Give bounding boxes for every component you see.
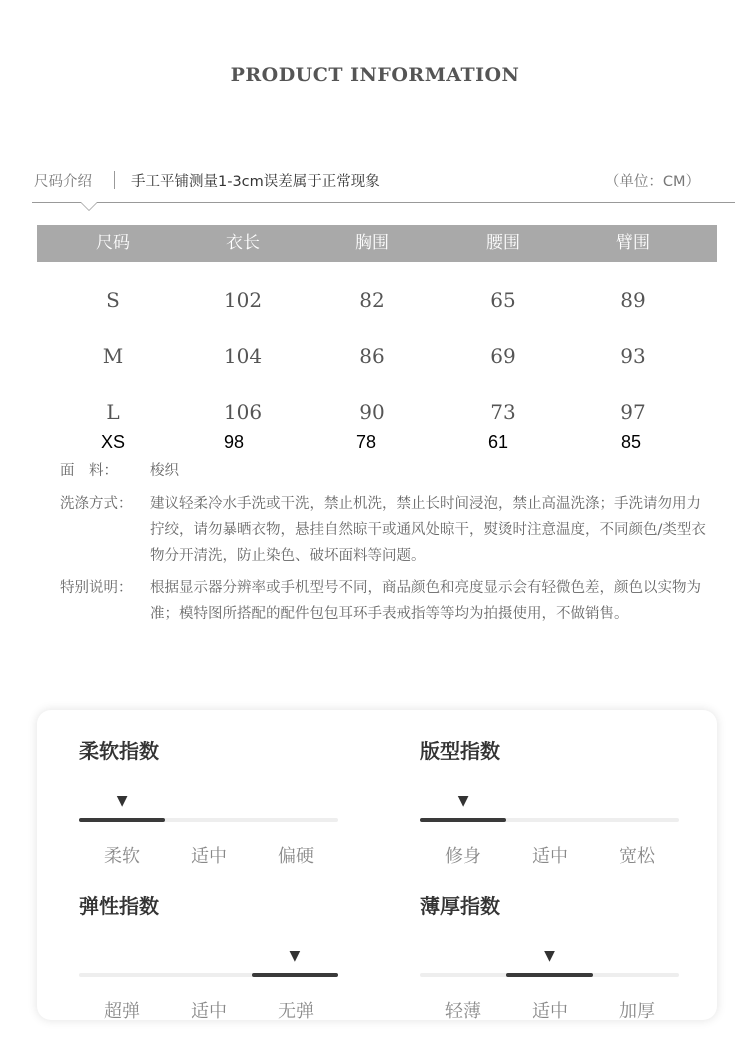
table-cell: 98 (223, 432, 245, 452)
fit-title: 版型指数 (420, 739, 500, 763)
size-intro-label: 尺码介绍 (34, 174, 92, 190)
table-cell: 73 (490, 400, 516, 424)
table-cell: 61 (487, 432, 509, 452)
thickness-index (420, 890, 680, 1020)
softness-index (79, 735, 339, 865)
index-option: 修身 (445, 846, 481, 867)
header-arm: 臂围 (616, 233, 650, 253)
index-option: 适中 (191, 846, 227, 867)
table-cell: 93 (620, 344, 646, 368)
table-cell: 85 (620, 432, 642, 452)
index-option: 适中 (191, 1001, 227, 1022)
size-table-header (37, 225, 717, 262)
table-cell: 89 (620, 288, 646, 312)
fabric-label: 面 料： (60, 463, 118, 479)
divider-line (32, 202, 735, 203)
index-option: 轻薄 (445, 1001, 481, 1022)
page-title: PRODUCT INFORMATION (230, 64, 520, 86)
softness-title: 柔软指数 (79, 739, 159, 763)
triangle-down-icon: ▼ (289, 948, 301, 964)
table-cell: 86 (359, 344, 385, 368)
special-label: 特别说明： (60, 580, 133, 596)
thickness-title: 薄厚指数 (420, 894, 500, 918)
table-cell: L (106, 400, 120, 424)
index-option: 适中 (532, 846, 568, 867)
index-option: 宽松 (619, 846, 655, 867)
header-waist: 腰围 (486, 233, 520, 253)
index-option: 超弹 (104, 1001, 140, 1022)
table-cell: M (102, 344, 124, 368)
index-option: 加厚 (619, 1001, 655, 1022)
index-option: 无弹 (278, 1001, 314, 1022)
header-length: 衣长 (226, 233, 260, 253)
measurement-note: 手工平铺测量1-3cm误差属于正常现象 (131, 174, 380, 190)
index-fill (252, 973, 338, 977)
index-option: 偏硬 (278, 846, 314, 867)
washing-label: 洗涤方式： (60, 496, 133, 512)
triangle-down-icon: ▼ (457, 793, 469, 809)
table-cell: 90 (359, 400, 385, 424)
unit-label: （单位：CM） (604, 174, 700, 190)
table-cell: 106 (223, 400, 263, 424)
table-cell: 104 (223, 344, 263, 368)
triangle-down-icon: ▼ (544, 948, 555, 964)
table-cell: 78 (355, 432, 377, 452)
fit-index (420, 735, 680, 865)
notch-marker-inner (81, 202, 97, 210)
triangle-down-icon: ▼ (116, 793, 128, 809)
special-value: 根据显示器分辨率或手机型号不同，商品颜色和亮度显示会有轻微色差，颜色以实物为准；模特图所搭配的配件包包耳环手表戒指等等均为拍摄使用，不做销售。 (150, 580, 701, 622)
washing-value: 建议轻柔冷水手洗或干洗，禁止机洗，禁止长时间浸泡，禁止高温洗涤；手洗请勿用力拧绞，请勿暴晒衣物，悬挂自然晾干或通风处晾干，熨烫时注意温度，不同颜色/类型衣物分开清洗，防止染色、破坏面料等问题。 (150, 496, 706, 564)
elasticity-title: 弹性指数 (79, 894, 159, 918)
table-cell: 82 (359, 288, 385, 312)
separator (114, 171, 115, 189)
fabric-value: 梭织 (150, 463, 179, 479)
table-cell: S (106, 288, 120, 312)
table-cell: 97 (620, 400, 646, 424)
size-intro-bar (34, 170, 706, 192)
index-option: 柔软 (104, 846, 140, 867)
header-chest: 胸围 (355, 233, 389, 253)
index-fill (79, 818, 165, 822)
table-cell: XS (100, 432, 125, 452)
index-option: 适中 (532, 1001, 568, 1022)
table-cell: 69 (490, 344, 516, 368)
table-cell: 65 (490, 288, 516, 312)
table-cell: 102 (223, 288, 263, 312)
header-size: 尺码 (96, 233, 130, 253)
index-card (37, 710, 717, 1020)
index-fill (506, 973, 592, 977)
elasticity-index (79, 890, 339, 1020)
index-fill (420, 818, 506, 822)
